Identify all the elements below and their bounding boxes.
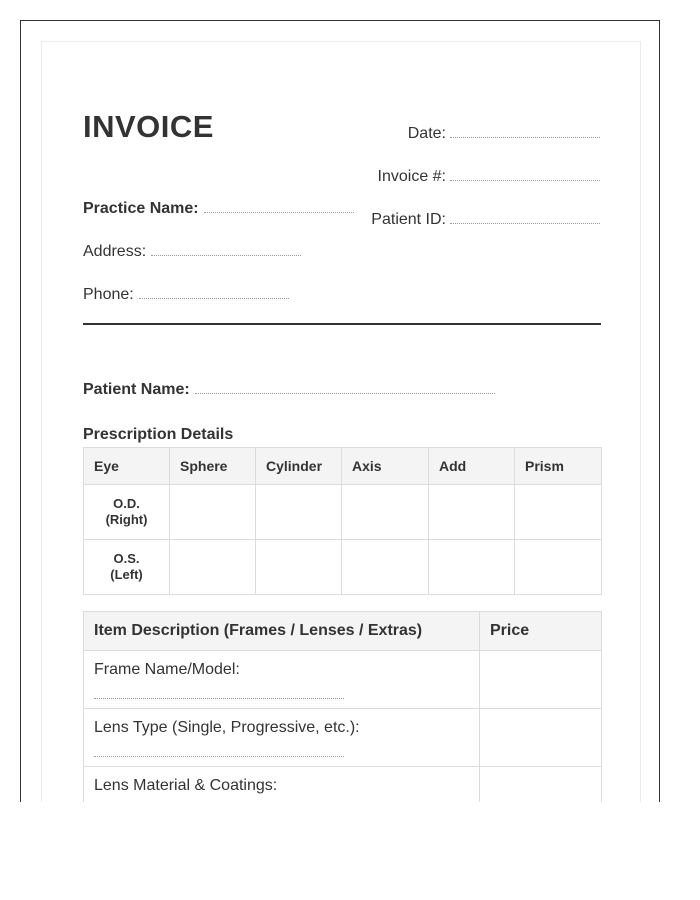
add-cell-left[interactable] bbox=[429, 540, 515, 595]
sphere-cell-left[interactable] bbox=[170, 540, 256, 595]
item-entry-line[interactable] bbox=[94, 755, 344, 757]
eye-cell-left bbox=[84, 540, 170, 595]
header-axis: Axis bbox=[342, 448, 429, 485]
phone-line[interactable] bbox=[139, 297, 289, 299]
price-cell[interactable] bbox=[480, 709, 602, 767]
axis-cell-right[interactable] bbox=[342, 485, 429, 540]
prescription-header-row bbox=[84, 448, 602, 485]
item-row-frame bbox=[84, 651, 602, 709]
document-frame bbox=[20, 20, 660, 802]
section-divider bbox=[83, 323, 601, 325]
prescription-heading: Prescription Details bbox=[83, 426, 234, 443]
invoice-page bbox=[41, 41, 641, 802]
cylinder-cell-left[interactable] bbox=[256, 540, 342, 595]
cylinder-cell-right[interactable] bbox=[256, 485, 342, 540]
add-cell-right[interactable] bbox=[429, 485, 515, 540]
invoice-title: INVOICE bbox=[83, 109, 214, 144]
date-field bbox=[408, 125, 600, 143]
axis-cell-left[interactable] bbox=[342, 540, 429, 595]
price-cell[interactable] bbox=[480, 651, 602, 709]
header-item-description: Item Description (Frames / Lenses / Extras) bbox=[84, 612, 480, 651]
date-line[interactable] bbox=[450, 136, 600, 138]
header-eye: Eye bbox=[84, 448, 170, 485]
address-label: Address: bbox=[83, 243, 147, 260]
invoice-number-line[interactable] bbox=[450, 179, 600, 181]
item-label: Frame Name/Model: bbox=[94, 661, 240, 678]
items-table bbox=[83, 611, 602, 802]
address-field bbox=[83, 243, 301, 261]
header-prism: Prism bbox=[515, 448, 602, 485]
patient-name-line[interactable] bbox=[195, 392, 495, 394]
eye-side: (Left) bbox=[110, 567, 143, 582]
invoice-number-label: Invoice #: bbox=[377, 168, 446, 185]
item-label: Lens Material & Coatings: bbox=[94, 777, 278, 794]
header-sphere: Sphere bbox=[170, 448, 256, 485]
prescription-table bbox=[83, 447, 602, 595]
prescription-row-left bbox=[84, 540, 602, 595]
patient-id-line[interactable] bbox=[450, 222, 600, 224]
eye-cell-right bbox=[84, 485, 170, 540]
eye-code: O.D. bbox=[113, 496, 140, 511]
prescription-row-right bbox=[84, 485, 602, 540]
prism-cell-right[interactable] bbox=[515, 485, 602, 540]
eye-code: O.S. bbox=[113, 551, 140, 566]
address-line[interactable] bbox=[151, 254, 301, 256]
item-label: Lens Type (Single, Progressive, etc.): bbox=[94, 719, 360, 736]
header-add: Add bbox=[429, 448, 515, 485]
phone-field bbox=[83, 286, 289, 304]
phone-label: Phone: bbox=[83, 286, 134, 303]
practice-name-field bbox=[83, 200, 354, 218]
sphere-cell-right[interactable] bbox=[170, 485, 256, 540]
header-price: Price bbox=[480, 612, 602, 651]
item-description-cell bbox=[84, 767, 480, 803]
date-label: Date: bbox=[407, 125, 446, 142]
eye-side: (Right) bbox=[105, 512, 148, 527]
price-cell[interactable] bbox=[480, 767, 602, 803]
invoice-number-field bbox=[378, 168, 600, 186]
practice-name-label: Practice Name: bbox=[83, 200, 199, 217]
patient-id-label: Patient ID: bbox=[371, 211, 446, 228]
item-description-cell bbox=[84, 709, 480, 767]
patient-id-field bbox=[371, 211, 600, 229]
item-row-lens-material bbox=[84, 767, 602, 803]
patient-name-label: Patient Name: bbox=[83, 381, 190, 398]
header-cylinder: Cylinder bbox=[256, 448, 342, 485]
item-description-cell bbox=[84, 651, 480, 709]
item-entry-line[interactable] bbox=[94, 697, 344, 699]
patient-name-field bbox=[83, 381, 495, 399]
practice-name-line[interactable] bbox=[204, 211, 354, 213]
items-header-row bbox=[84, 612, 602, 651]
item-row-lens-type bbox=[84, 709, 602, 767]
prism-cell-left[interactable] bbox=[515, 540, 602, 595]
